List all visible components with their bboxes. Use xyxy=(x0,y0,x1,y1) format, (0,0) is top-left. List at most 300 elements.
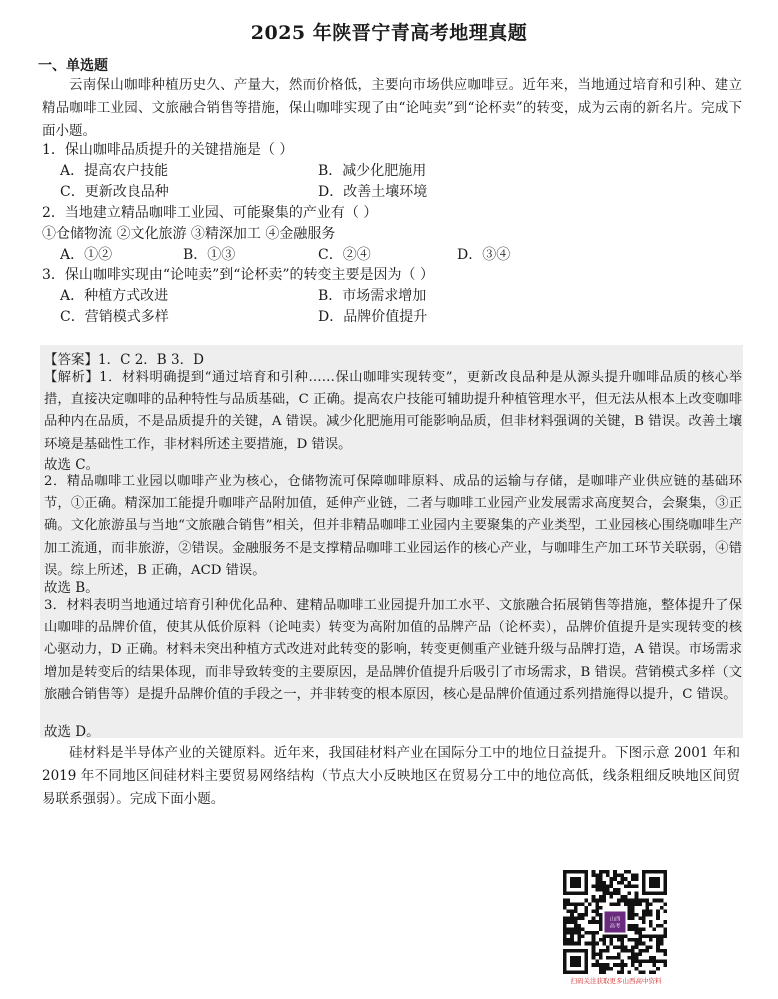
qr-module xyxy=(649,956,653,960)
question-3-option-d: D．品牌价值提升 xyxy=(318,309,428,325)
qr-module xyxy=(581,927,585,931)
qr-module xyxy=(620,935,624,939)
qr-module xyxy=(588,920,592,924)
qr-module xyxy=(581,917,585,921)
question-1-option-b: B．减少化肥施用 xyxy=(318,163,427,179)
qr-module xyxy=(638,917,642,921)
qr-module xyxy=(563,927,567,931)
qr-module xyxy=(638,960,642,964)
qr-module xyxy=(642,917,646,921)
qr-module xyxy=(649,902,653,906)
qr-module xyxy=(638,963,642,967)
qr-module xyxy=(638,899,642,903)
qr-module xyxy=(617,963,621,967)
section-heading: 一、单选题 xyxy=(38,58,108,74)
qr-module xyxy=(620,963,624,967)
qr-module xyxy=(631,877,635,881)
qr-caption: 扫码关注获取更多山西高中资料 xyxy=(570,977,662,985)
qr-module xyxy=(620,877,624,881)
qr-module xyxy=(570,902,574,906)
qr-module xyxy=(628,884,632,888)
qr-module xyxy=(570,942,574,946)
qr-module xyxy=(628,870,632,874)
qr-module xyxy=(663,931,667,935)
qr-module xyxy=(606,870,610,874)
question-2-items: ①仓储物流 ②文化旅游 ③精深加工 ④金融服务 xyxy=(42,226,336,242)
qr-module xyxy=(638,949,642,953)
qr-module xyxy=(592,956,596,960)
question-2-option-a: A．①② xyxy=(60,247,113,263)
qr-module xyxy=(656,960,660,964)
qr-module xyxy=(631,952,635,956)
qr-module xyxy=(563,917,567,921)
qr-module xyxy=(624,945,628,949)
qr-module xyxy=(577,913,581,917)
qr-module xyxy=(631,960,635,964)
qr-module xyxy=(656,942,660,946)
qr-module xyxy=(620,895,624,899)
qr-module xyxy=(663,920,667,924)
qr-module xyxy=(595,899,599,903)
qr-module xyxy=(581,913,585,917)
qr-module xyxy=(635,956,639,960)
question-3-option-a: A．种植方式改进 xyxy=(60,288,169,304)
qr-module xyxy=(595,909,599,913)
qr-module xyxy=(628,927,632,931)
qr-module xyxy=(595,906,599,910)
qr-module xyxy=(599,888,603,892)
qr-module xyxy=(592,909,596,913)
qr-module xyxy=(567,909,571,913)
qr-module xyxy=(585,942,589,946)
qr-module xyxy=(567,927,571,931)
qr-module xyxy=(663,960,667,964)
qr-module xyxy=(631,927,635,931)
qr-module xyxy=(602,942,606,946)
qr-module xyxy=(649,913,653,917)
qr-module xyxy=(656,917,660,921)
qr-module xyxy=(592,874,596,878)
qr-module xyxy=(635,927,639,931)
qr-module xyxy=(642,942,646,946)
qr-module xyxy=(599,949,603,953)
qr-logo-text: 高考 xyxy=(609,923,621,930)
qr-module xyxy=(606,892,610,896)
qr-module xyxy=(656,935,660,939)
qr-module xyxy=(563,935,567,939)
qr-module xyxy=(635,895,639,899)
qr-module xyxy=(631,945,635,949)
qr-module xyxy=(624,902,628,906)
qr-module xyxy=(660,899,664,903)
qr-module xyxy=(595,874,599,878)
qr-module xyxy=(642,899,646,903)
qr-module xyxy=(638,927,642,931)
qr-module xyxy=(563,942,567,946)
qr-module xyxy=(663,949,667,953)
qr-module xyxy=(567,942,571,946)
qr-module xyxy=(567,938,571,942)
qr-module xyxy=(570,913,574,917)
qr-module xyxy=(595,960,599,964)
qr-module xyxy=(645,935,649,939)
qr-module xyxy=(663,935,667,939)
qr-module xyxy=(599,920,603,924)
qr-module xyxy=(620,874,624,878)
qr-module xyxy=(570,920,574,924)
qr-module xyxy=(610,967,614,971)
qr-module xyxy=(617,952,621,956)
qr-module xyxy=(567,902,571,906)
qr-module xyxy=(663,927,667,931)
qr-module xyxy=(577,938,581,942)
qr-module xyxy=(563,924,567,928)
qr-module xyxy=(628,917,632,921)
qr-module xyxy=(638,931,642,935)
qr-module xyxy=(613,874,617,878)
qr-module xyxy=(617,881,621,885)
qr-module xyxy=(628,902,632,906)
qr-module xyxy=(610,895,614,899)
question-1-stem: 1．保山咖啡品质提升的关键措施是（ ） xyxy=(42,142,294,158)
qr-module xyxy=(656,924,660,928)
qr-module xyxy=(588,931,592,935)
qr-module xyxy=(631,899,635,903)
qr-module xyxy=(617,899,621,903)
qr-module xyxy=(592,963,596,967)
qr-module xyxy=(595,881,599,885)
qr-module xyxy=(567,917,571,921)
qr-module xyxy=(617,956,621,960)
qr-module xyxy=(606,949,610,953)
qr-module xyxy=(638,935,642,939)
qr-module xyxy=(599,870,603,874)
qr-module xyxy=(663,952,667,956)
qr-module xyxy=(595,952,599,956)
qr-module xyxy=(635,892,639,896)
qr-module xyxy=(653,935,657,939)
qr-module xyxy=(638,902,642,906)
qr-module xyxy=(660,949,664,953)
qr-module xyxy=(599,956,603,960)
qr-module xyxy=(645,899,649,903)
qr-module xyxy=(592,884,596,888)
qr-module xyxy=(631,913,635,917)
qr-module xyxy=(563,902,567,906)
question-1-option-a: A．提高农户技能 xyxy=(60,163,169,179)
qr-module xyxy=(610,884,614,888)
qr-module xyxy=(635,952,639,956)
qr-module xyxy=(638,942,642,946)
qr-module xyxy=(613,902,617,906)
qr-module xyxy=(599,924,603,928)
qr-module xyxy=(628,956,632,960)
qr-module xyxy=(660,942,664,946)
qr-module xyxy=(645,906,649,910)
qr-module xyxy=(563,899,567,903)
qr-module xyxy=(649,935,653,939)
qr-module xyxy=(642,913,646,917)
qr-module xyxy=(592,895,596,899)
qr-module xyxy=(592,942,596,946)
qr-module xyxy=(642,920,646,924)
qr-module xyxy=(585,909,589,913)
qr-module xyxy=(602,938,606,942)
qr-module xyxy=(617,945,621,949)
conclusion-3: 故选 D。 xyxy=(44,724,100,740)
qr-module xyxy=(592,870,596,874)
qr-module xyxy=(645,960,649,964)
question-1-option-c: C．更新改良品种 xyxy=(60,184,169,200)
qr-module xyxy=(624,884,628,888)
qr-module xyxy=(660,935,664,939)
qr-module xyxy=(653,956,657,960)
qr-module xyxy=(595,942,599,946)
qr-module xyxy=(563,938,567,942)
qr-module xyxy=(645,902,649,906)
qr-module xyxy=(563,931,567,935)
qr-module xyxy=(660,938,664,942)
qr-module xyxy=(635,931,639,935)
qr-module xyxy=(602,935,606,939)
qr-module xyxy=(631,949,635,953)
qr-module xyxy=(638,952,642,956)
qr-module xyxy=(613,963,617,967)
qr-module xyxy=(595,884,599,888)
qr-module xyxy=(635,942,639,946)
qr-module xyxy=(599,963,603,967)
qr-module xyxy=(599,895,603,899)
qr-module xyxy=(628,906,632,910)
qr-module xyxy=(585,899,589,903)
qr-module xyxy=(574,931,578,935)
qr-module xyxy=(602,895,606,899)
qr-module xyxy=(577,927,581,931)
qr-module xyxy=(649,924,653,928)
qr-module xyxy=(581,902,585,906)
qr-module xyxy=(617,935,621,939)
qr-module xyxy=(656,899,660,903)
qr-module xyxy=(602,892,606,896)
qr-module xyxy=(649,970,653,974)
qr-module xyxy=(642,909,646,913)
qr-module xyxy=(592,949,596,953)
qr-module xyxy=(595,963,599,967)
qr-module xyxy=(599,874,603,878)
qr-module xyxy=(574,942,578,946)
qr-module xyxy=(610,956,614,960)
qr-finder-core xyxy=(570,956,581,967)
qr-module xyxy=(577,935,581,939)
qr-module xyxy=(585,906,589,910)
answer-key: 【答案】1．C 2．B 3．D xyxy=(44,352,204,368)
qr-module xyxy=(585,931,589,935)
qr-module xyxy=(628,892,632,896)
qr-module xyxy=(635,902,639,906)
qr-module xyxy=(599,927,603,931)
qr-module xyxy=(570,931,574,935)
qr-module xyxy=(577,931,581,935)
qr-module xyxy=(620,945,624,949)
qr-module xyxy=(628,970,632,974)
qr-finder-core xyxy=(649,877,660,888)
qr-module xyxy=(592,945,596,949)
qr-module xyxy=(635,960,639,964)
qr-module xyxy=(628,913,632,917)
qr-module xyxy=(595,902,599,906)
qr-module xyxy=(635,884,639,888)
qr-module xyxy=(653,963,657,967)
qr-module xyxy=(602,870,606,874)
qr-logo-text: 山西 xyxy=(609,916,621,923)
qr-module xyxy=(613,935,617,939)
qr-module xyxy=(624,870,628,874)
qr-module xyxy=(635,967,639,971)
qr-module xyxy=(592,920,596,924)
qr-module xyxy=(631,909,635,913)
qr-module xyxy=(660,924,664,928)
qr-module xyxy=(649,960,653,964)
question-3-option-c: C．营销模式多样 xyxy=(60,309,169,325)
qr-module xyxy=(599,938,603,942)
qr-module xyxy=(599,884,603,888)
qr-module xyxy=(602,967,606,971)
qr-module xyxy=(570,909,574,913)
qr-module xyxy=(567,931,571,935)
qr-module xyxy=(610,935,614,939)
qr-module xyxy=(602,888,606,892)
qr-module xyxy=(574,924,578,928)
qr-module xyxy=(628,899,632,903)
qr-module xyxy=(595,920,599,924)
qr-module xyxy=(567,920,571,924)
qr-module xyxy=(606,935,610,939)
explanation-3: 3．材料表明当地通过培育引种优化品种、建精品咖啡工业园提升加工水平、文旅融合拓展销售等措施，整体提升了保山咖啡的品牌价值，使其从低价原料（论吨卖）转变为高附加值的品牌产品（论杯卖），品牌价值提升是实现转变的核心驱动力，D 正确。材料未突出种植方式改进对此转变的影响，转变更侧重产业链升级与品牌打造，A 错误。市场需求增加是转变后的结果体现，而非导致转变的主要原因，是品牌价值提升后吸引了市场需求，B 错误。营销模式多样（文旅融合销售等）是提升品牌价值的手段之一，并非转变的根本原因，核心是品牌价值通过系列措施得以提升，C 错误。 xyxy=(44,598,742,702)
qr-module xyxy=(628,938,632,942)
qr-module xyxy=(610,902,614,906)
qr-module xyxy=(592,935,596,939)
qr-module xyxy=(574,902,578,906)
qr-module xyxy=(653,899,657,903)
qr-module xyxy=(606,956,610,960)
qr-module xyxy=(620,949,624,953)
qr-module xyxy=(595,913,599,917)
conclusion-1: 故选 C。 xyxy=(44,457,100,473)
qr-module xyxy=(613,870,617,874)
qr-module xyxy=(631,874,635,878)
qr-module xyxy=(635,899,639,903)
qr-module xyxy=(620,967,624,971)
qr-module xyxy=(656,949,660,953)
qr-module xyxy=(617,902,621,906)
qr-module xyxy=(624,935,628,939)
qr-module xyxy=(613,892,617,896)
qr-module xyxy=(624,949,628,953)
qr-module xyxy=(592,938,596,942)
qr-module xyxy=(635,877,639,881)
qr-module xyxy=(645,913,649,917)
qr-module xyxy=(577,924,581,928)
qr-module xyxy=(610,877,614,881)
qr-code-block xyxy=(561,870,671,990)
qr-module xyxy=(624,963,628,967)
qr-module xyxy=(567,899,571,903)
page-title: 2025 年陕晋宁青高考地理真题 xyxy=(250,22,528,44)
qr-module xyxy=(617,874,621,878)
question-2-option-c: C．②④ xyxy=(318,247,371,263)
qr-module xyxy=(592,917,596,921)
qr-module xyxy=(570,927,574,931)
qr-module xyxy=(588,942,592,946)
qr-module xyxy=(656,938,660,942)
qr-module xyxy=(663,902,667,906)
qr-module xyxy=(638,938,642,942)
qr-module xyxy=(617,970,621,974)
qr-module xyxy=(570,935,574,939)
question-2-stem: 2．当地建立精品咖啡工业园、可能聚集的产业有（ ） xyxy=(42,205,378,221)
qr-module xyxy=(563,920,567,924)
qr-module xyxy=(602,970,606,974)
qr-module xyxy=(628,924,632,928)
qr-finder-core xyxy=(570,877,581,888)
question-1-option-d: D．改善土壤环境 xyxy=(318,184,428,200)
qr-module xyxy=(653,970,657,974)
qr-module xyxy=(592,899,596,903)
qr-module xyxy=(599,906,603,910)
qr-module xyxy=(610,942,614,946)
qr-code-image[interactable] xyxy=(563,870,667,974)
qr-module xyxy=(602,884,606,888)
qr-module xyxy=(599,967,603,971)
qr-module xyxy=(613,956,617,960)
qr-module xyxy=(599,877,603,881)
qr-module xyxy=(617,892,621,896)
qr-module xyxy=(656,967,660,971)
qr-module xyxy=(624,877,628,881)
qr-module xyxy=(631,938,635,942)
qr-module xyxy=(631,884,635,888)
qr-module xyxy=(628,909,632,913)
qr-module xyxy=(606,874,610,878)
qr-module xyxy=(631,906,635,910)
qr-module xyxy=(570,917,574,921)
qr-module xyxy=(628,881,632,885)
qr-module xyxy=(610,938,614,942)
passage-silicon: 硅材料是半导体产业的关键原料。近年来，我国硅材料产业在国际分工中的地位日益提升。下图示意 2001 年和 2019 年不同地区间硅材料主要贸易网络结构（节点大小反映地区在贸易分工中的地位高低，线条粗细反映地区间贸易联系强弱）。完成下面小题。 xyxy=(42,745,740,807)
qr-module xyxy=(595,931,599,935)
qr-module xyxy=(606,884,610,888)
qr-module xyxy=(595,888,599,892)
qr-module xyxy=(606,963,610,967)
qr-module xyxy=(653,927,657,931)
qr-module xyxy=(642,927,646,931)
qr-module xyxy=(592,952,596,956)
qr-module xyxy=(653,960,657,964)
qr-module xyxy=(631,963,635,967)
qr-module xyxy=(620,970,624,974)
qr-module xyxy=(660,960,664,964)
qr-module xyxy=(610,881,614,885)
qr-module xyxy=(620,960,624,964)
qr-module xyxy=(660,906,664,910)
qr-module xyxy=(574,920,578,924)
qr-module xyxy=(577,917,581,921)
qr-module xyxy=(656,945,660,949)
qr-module xyxy=(631,956,635,960)
qr-module xyxy=(642,949,646,953)
qr-module xyxy=(620,938,624,942)
qr-module xyxy=(602,899,606,903)
